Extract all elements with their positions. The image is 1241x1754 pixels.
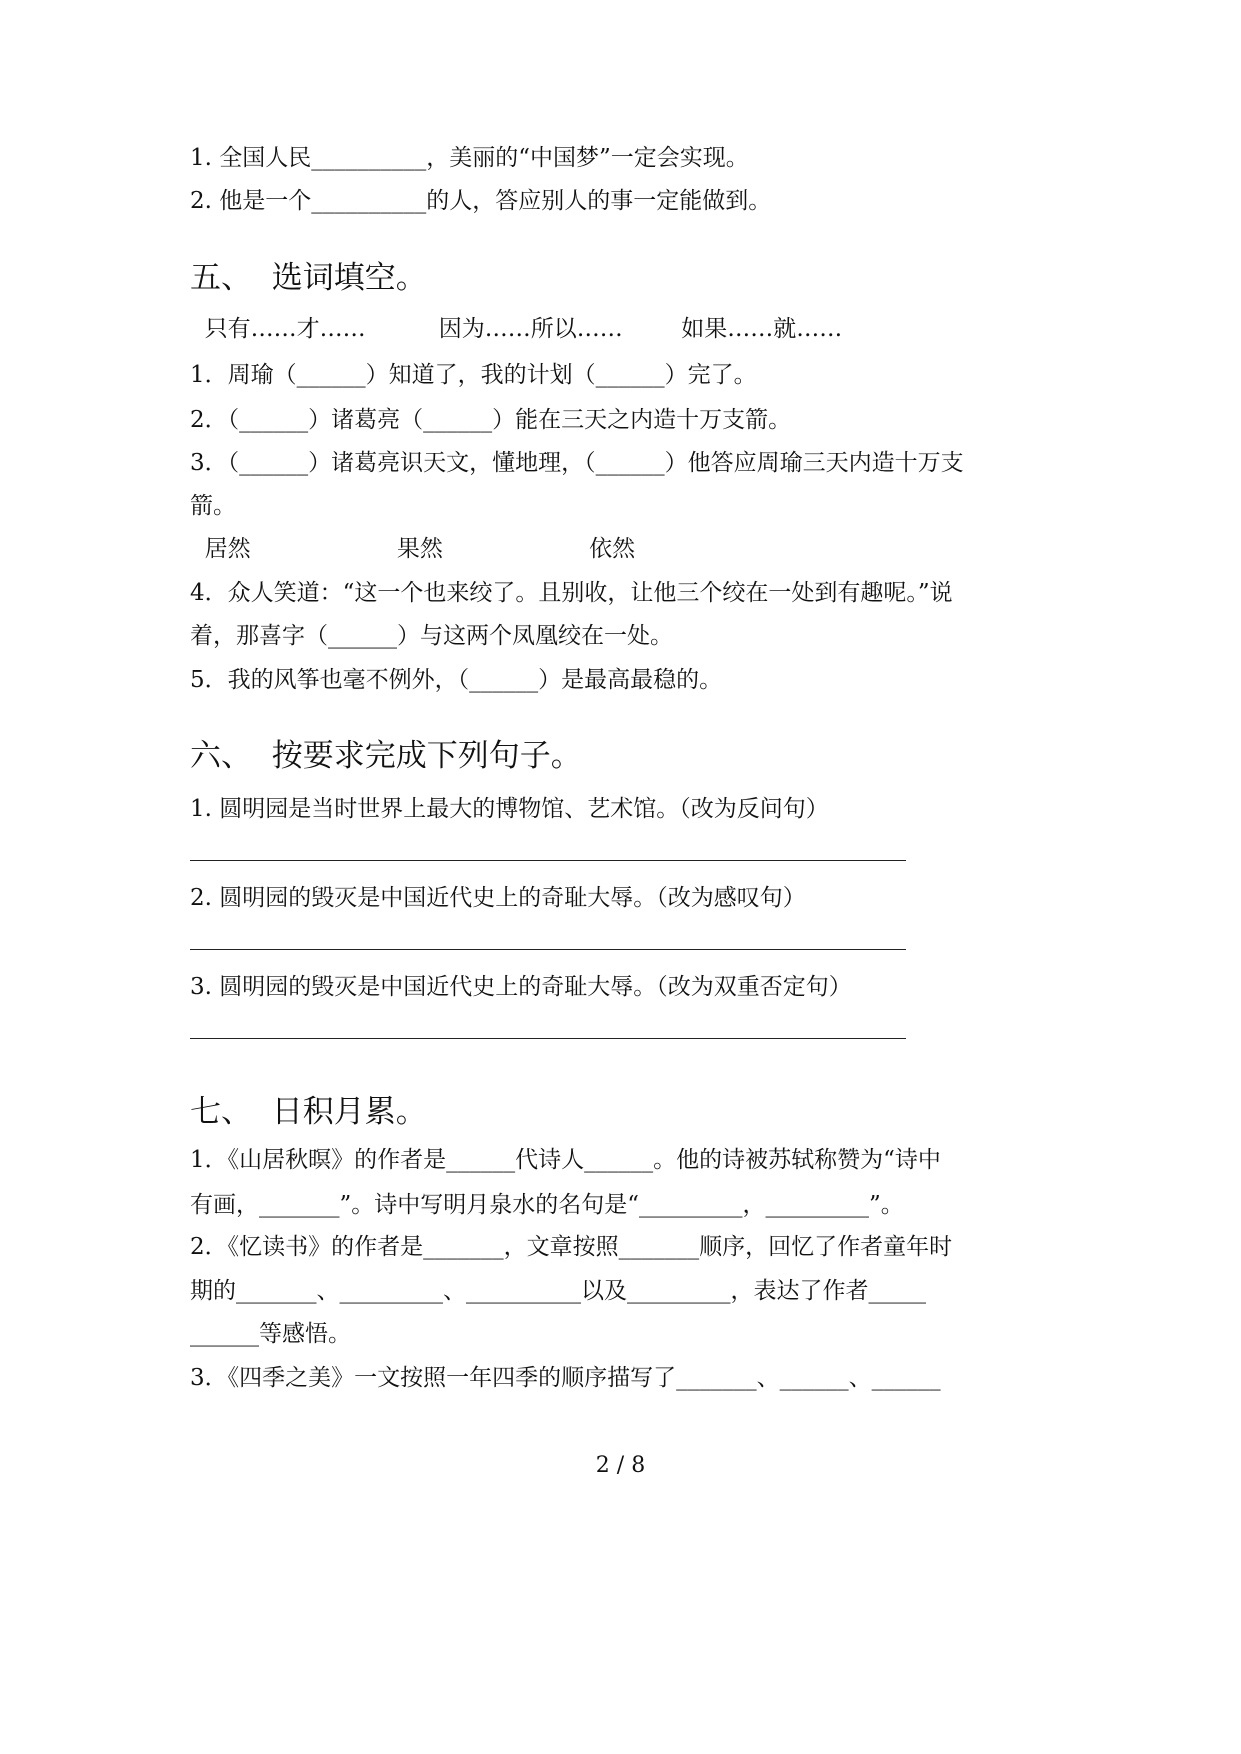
section-6-heading: 六、 按要求完成下列句子。 (190, 738, 582, 774)
question-5-3-cont: 箭。 (190, 493, 236, 519)
question-5-4-cont: 着，那喜字（______）与这两个凤凰绞在一处。 (190, 623, 673, 649)
answer-line-3[interactable] (190, 1038, 906, 1039)
question-5-2: 2．（______）诸葛亮（______）能在三天之内造十万支箭。 (190, 407, 792, 433)
rewrite-question-3: 3. 圆明园的毁灭是中国近代史上的奇耻大辱。（改为双重否定句） (190, 974, 852, 1000)
word-options-2: 居然 果然 依然 (190, 536, 636, 562)
question-5-4: 4．众人笑道：“这一个也来绞了。且别收，让他三个绞在一处到有趣呢。”说 (190, 580, 953, 606)
exercise-line-1: 1. 全国人民__________，美丽的“中国梦”一定会实现。 (190, 145, 749, 171)
memory-question-1-cont: 有画，_______”。诗中写明月泉水的名句是“_________，_________”。 (190, 1192, 904, 1218)
question-5-1: 1．周瑜（______）知道了，我的计划（______）完了。 (190, 362, 757, 388)
memory-question-3: 3．《四季之美》一文按照一年四季的顺序描写了_______、______、______ (190, 1365, 941, 1391)
rewrite-question-2: 2. 圆明园的毁灭是中国近代史上的奇耻大辱。（改为感叹句） (190, 885, 806, 911)
memory-question-2-cont: 期的_______、_________、__________以及_________，表达了作者_____ (190, 1278, 926, 1304)
question-5-3: 3．（______）诸葛亮识天文，懂地理，（______）他答应周瑜三天内造十万支 (190, 450, 964, 476)
answer-line-1[interactable] (190, 860, 906, 861)
answer-line-2[interactable] (190, 949, 906, 950)
memory-question-2-cont-2: ______等感悟。 (190, 1321, 351, 1347)
section-5-heading: 五、 选词填空。 (190, 260, 427, 296)
page-number: 2 / 8 (595, 1453, 646, 1478)
rewrite-question-1: 1. 圆明园是当时世界上最大的博物馆、艺术馆。（改为反问句） (190, 796, 829, 822)
question-5-5: 5．我的风筝也毫不例外，（______）是最高最稳的。 (190, 667, 723, 693)
section-7-heading: 七、 日积月累。 (190, 1094, 427, 1130)
memory-question-1: 1．《山居秋暝》的作者是______代诗人______。他的诗被苏轼称赞为“诗中 (190, 1147, 941, 1173)
memory-question-2: 2．《忆读书》的作者是_______，文章按照_______顺序，回忆了作者童年时 (190, 1234, 953, 1260)
exercise-line-2: 2. 他是一个__________的人，答应别人的事一定能做到。 (190, 188, 772, 214)
word-options-1: 只有……才…… 因为……所以…… 如果……就…… (190, 316, 843, 342)
